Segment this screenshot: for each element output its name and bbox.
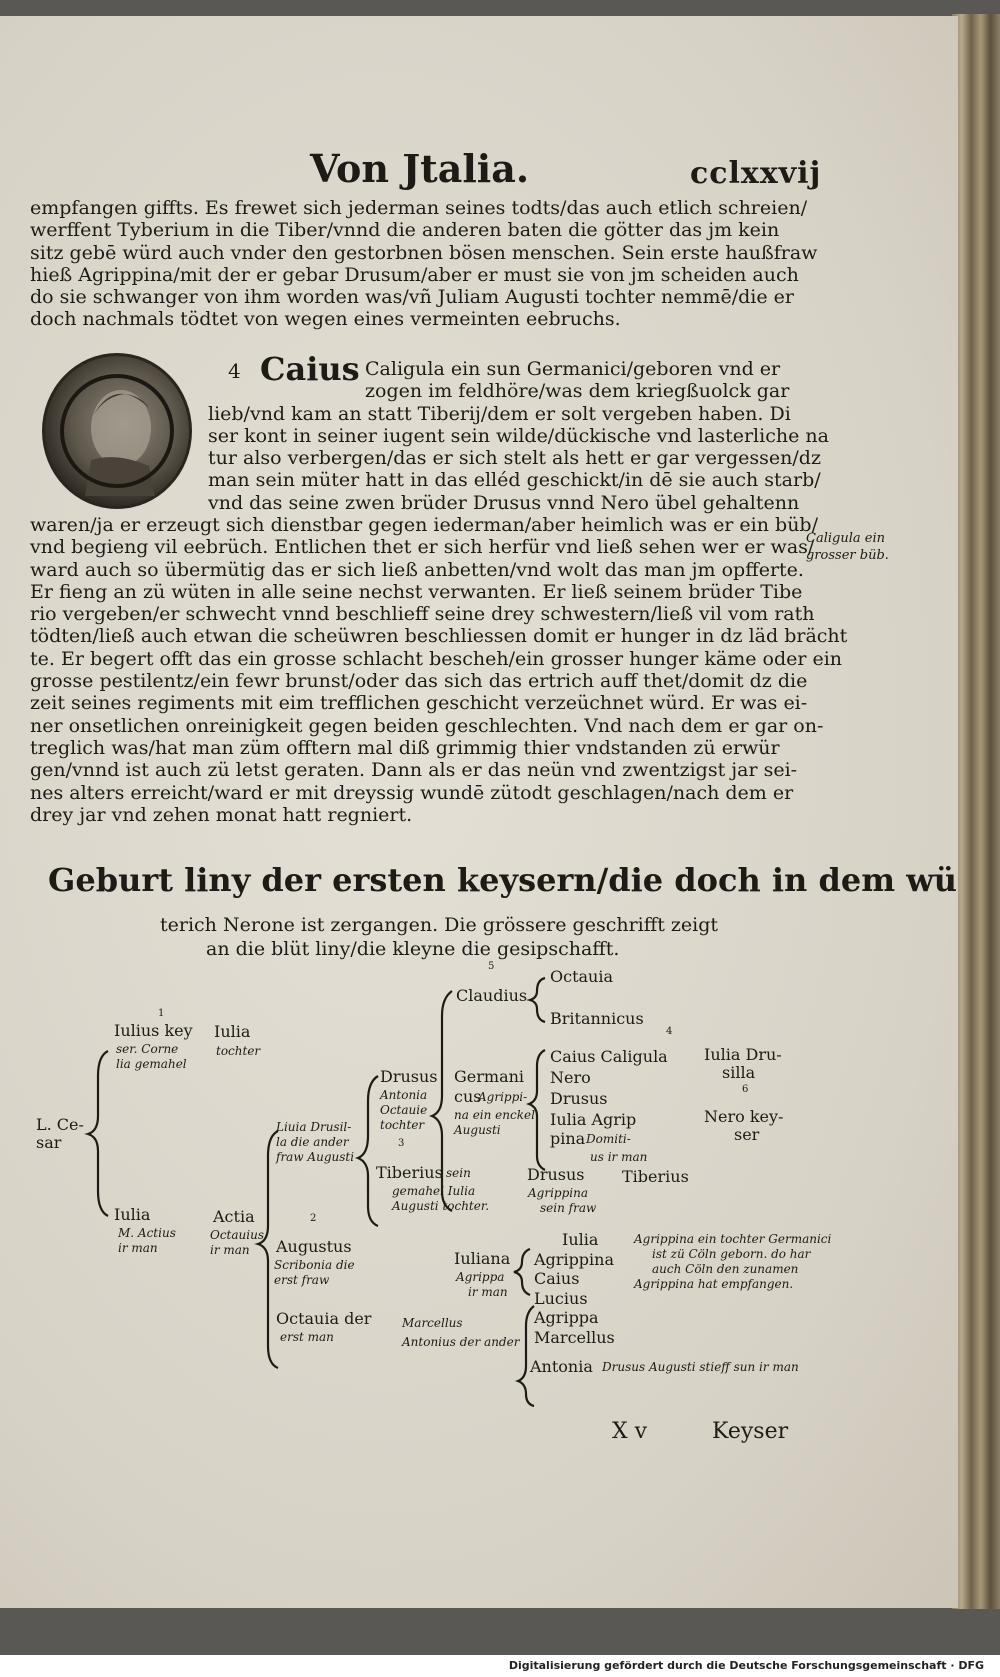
text-line: grosse pestilentz/ein fewr brunst/oder das sich das ertrich auff thet/domit dz die <box>30 670 808 693</box>
node-note: la die ander <box>276 1135 349 1149</box>
genealogy-title: Geburt liny der ersten keysern/die doch in dem wü <box>48 861 957 899</box>
text-line: Caligula ein sun Germanici/geboren vnd er <box>365 358 781 380</box>
text-line: tur also verbergen/das er sich stelt als hett er gar vergessen/dz <box>208 447 821 470</box>
agrippina-note <box>634 1232 831 1292</box>
node-iulia-spouse <box>118 1226 176 1256</box>
node-germanicus-spouse <box>478 1090 527 1105</box>
text-line: tödten/ließ auch etwan die scheüwren beschliessen domit er hunger in dz läd brächt <box>30 625 848 648</box>
node-text: ser <box>734 1125 760 1144</box>
node-note: lia gemahel <box>116 1057 187 1071</box>
genealogy-subtitle: terich Nerone ist zergangen. Die grössere geschrifft zeigt <box>160 914 719 936</box>
text-line: hieß Agrippina/mit der er gebar Drusum/aber er must sie von jm scheiden auch <box>30 263 799 286</box>
node-lcesar <box>36 1116 84 1152</box>
node-note: Octauius <box>210 1228 264 1242</box>
node-note: ist zü Cöln geborn. do har <box>652 1247 811 1261</box>
node-drusus-2-spouse <box>528 1186 596 1216</box>
digitization-footer: Digitalisierung gefördert durch die Deutsche Forschungsgemeinschaft · DFG <box>0 1655 1000 1677</box>
node-note: fraw Augusti <box>276 1150 355 1164</box>
node-octauia: Octauia <box>550 967 614 986</box>
node-note: M. Actius <box>118 1226 176 1240</box>
node-tiberius-spouse <box>446 1166 471 1181</box>
node-iulius: Iulius key <box>114 1021 193 1040</box>
node-note: Marcellus <box>402 1316 463 1330</box>
text-line: lieb/vnd kam an statt Tiberij/dem er solt vergeben haben. Di <box>208 402 791 425</box>
node-augustus: Augustus <box>276 1237 352 1256</box>
node-note: Agrippa <box>456 1270 505 1284</box>
text-line: zogen im feldhöre/was dem kriegßuolck gar <box>365 380 790 403</box>
node-pina-spouse <box>586 1132 631 1147</box>
bracket <box>88 1051 108 1216</box>
node-germanicus <box>454 1068 524 1086</box>
node-text: sar <box>36 1133 62 1152</box>
text-line: vnd das seine zwen brüder Drusus vnnd Nero übel gehaltenn <box>208 491 800 514</box>
node-actia: Actia <box>213 1207 255 1226</box>
folio-number: cclxxvij <box>690 156 822 191</box>
node-note: Agrippina hat empfangen. <box>634 1277 794 1291</box>
genealogy-subtitle: an die blüt liny/die kleyne die gesipschafft. <box>206 938 620 960</box>
generation-number: 1 <box>158 1008 165 1019</box>
node-note: gemahel Iulia <box>392 1184 476 1198</box>
node-text: Iulia Dru- <box>704 1045 782 1064</box>
text-line: treglich was/hat man züm offtern mal diß grimmig thier vndstanden zü erwür <box>30 736 780 759</box>
node-iulia-tochter-note: tochter <box>216 1044 261 1058</box>
node-iulius-spouse <box>116 1042 187 1072</box>
generation-number: 5 <box>488 961 495 972</box>
node-note: auch Cöln den zunamen <box>652 1262 799 1276</box>
node-note: ir man <box>118 1241 158 1255</box>
text-line: gen/vnnd ist auch zü letst geraten. Dann als er das neün vnd zwentzigst jar sei- <box>30 759 798 782</box>
text-line: doch nachmals tödtet von wegen eines vermeinten eebruchs. <box>30 308 621 331</box>
node-text: Iulia Agrip <box>550 1110 637 1129</box>
text-line: drey jar vnd zehen monat hatt regniert. <box>30 803 413 826</box>
node-iulia: Iulia <box>114 1205 151 1224</box>
node-note: Agrippina <box>528 1186 589 1200</box>
node-text: Agrippina <box>534 1249 615 1269</box>
generation-number: 2 <box>310 1213 317 1224</box>
node-note: Agrippina ein tochter Germanici <box>634 1232 832 1246</box>
node-note: na ein enckel <box>454 1108 535 1122</box>
node-antonia: Antonia <box>530 1357 593 1376</box>
bracket <box>530 978 545 1022</box>
node-note: sein <box>446 1166 471 1180</box>
node-augustus-spouse <box>274 1258 355 1288</box>
text-line: sitz gebē würd auch vnder den gestorbnen bösen menschen. Sein erste haußfraw <box>30 241 818 264</box>
signature-mark: X v <box>612 1419 648 1444</box>
text-line: Er fieng an zü wüten in alle seine nechst verwanten. Er ließ seinem brüder Tibe <box>30 580 803 603</box>
node-germanicus-spouse <box>454 1108 535 1138</box>
book-page-edges <box>952 14 1000 1609</box>
node-text: Nero <box>550 1068 591 1087</box>
node-britannicus: Britannicus <box>550 1009 644 1028</box>
node-iulia-tochter: Iulia <box>214 1022 251 1041</box>
text-line: werffent Tyberium in die Tiber/vnnd die anderen baten die götter das jm kein <box>30 219 780 242</box>
node-text: Caius <box>534 1269 580 1288</box>
node-note: tochter <box>380 1118 425 1132</box>
node-octauia: Octauia der <box>276 1309 372 1328</box>
node-antonia-spouse: Drusus Augusti stieff sun ir man <box>602 1360 799 1374</box>
node-iuliana-spouse <box>456 1270 508 1300</box>
node-note: ir man <box>210 1243 250 1257</box>
node-text: Iulia <box>562 1230 599 1249</box>
catchword: Keyser <box>712 1419 789 1444</box>
node-text: cus <box>454 1087 482 1106</box>
node-note: Scribonia die <box>274 1258 355 1272</box>
generation-number: 4 <box>666 1026 673 1037</box>
text-line: ser kont in seiner iugent sein wilde/dückische vnd lasterliche na <box>208 424 829 447</box>
node-tiberius-2: Tiberius <box>622 1167 689 1186</box>
node-note: Augusti <box>454 1123 501 1137</box>
node-liuia <box>276 1120 354 1165</box>
bracket <box>518 1306 534 1406</box>
text-line: waren/ja er erzeugt sich dienstbar gegen iederman/aber heimlich was er ein büb/ <box>30 514 818 536</box>
node-note: erst fraw <box>274 1273 330 1287</box>
text-line: rio vergeben/er schwecht vnnd beschlieff seine drey schwestern/ließ vil vom rath <box>30 603 815 626</box>
node-note: Agrippi- <box>478 1090 528 1104</box>
text-line: nes alters erreicht/ward er mit dreyssig wundē zütodt geschlagen/nach dem er <box>30 781 794 804</box>
text-line: do sie schwanger von ihm worden was/vñ Juliam Augusti tochter nemmē/die er <box>30 286 794 309</box>
node-note: us ir man <box>590 1150 648 1164</box>
node-note: Domiti- <box>586 1132 631 1146</box>
node-text: silla <box>722 1063 756 1082</box>
text-line: man sein müter hatt in das elléd geschickt/in dē sie auch starb/ <box>208 469 821 492</box>
bracket <box>514 1249 530 1295</box>
text-line: te. Er begert offt das ein grosse schlacht bescheh/ein grosser hunger käme oder ein <box>30 647 843 670</box>
node-text: Marcellus <box>534 1327 615 1347</box>
node-text: L. Ce- <box>36 1115 84 1134</box>
node-drusus-spouse <box>380 1088 427 1133</box>
node-note: Liuia Drusil- <box>276 1120 352 1134</box>
margin-note-line: grosser büb. <box>806 548 889 563</box>
node-tiberius-spouse <box>392 1184 489 1214</box>
node-text: Germani <box>454 1067 525 1086</box>
node-note: Augusti tochter. <box>392 1199 490 1213</box>
node-text: Caius Caligula <box>550 1047 668 1066</box>
running-header-title: Von Jtalia. <box>310 146 530 191</box>
germanicus-children <box>550 1046 668 1130</box>
generation-number: 3 <box>398 1138 405 1149</box>
text-line: ward auch so übermütig das er sich ließ anbetten/vnd wolt das man jm opfferte. <box>30 558 804 581</box>
text-line: empfangen giffts. Es frewet sich jederman seines todts/das auch etlich schreien/ <box>30 197 808 219</box>
section-number: 4 <box>228 359 241 383</box>
node-nero-keyser <box>704 1108 783 1144</box>
iuliana-children <box>534 1230 615 1347</box>
text-line: ner onsetlichen onreinigkeit gegen beiden geschlechten. Vnd nach dem er gar on- <box>30 714 824 737</box>
generation-number: 6 <box>742 1084 749 1095</box>
node-pina: pina <box>550 1129 586 1148</box>
node-note: Antonia <box>380 1088 428 1102</box>
section-heading: Caius <box>260 350 360 388</box>
node-text: Nero key- <box>704 1107 784 1126</box>
bracket <box>358 1076 378 1226</box>
node-actia-spouse <box>210 1228 264 1258</box>
node-octauia-note: erst man <box>280 1330 334 1344</box>
text-line: zeit seines regiments mit eim trefflichen geschicht verzeüchnet würd. Er was ei- <box>30 692 808 715</box>
node-iuliana: Iuliana <box>454 1249 511 1268</box>
node-pina-spouse <box>590 1150 647 1165</box>
node-tiberius: Tiberius <box>376 1163 443 1182</box>
node-note: Octauie <box>380 1103 428 1117</box>
node-text: Lucius <box>534 1288 588 1308</box>
text-line: vnd begieng vil eebrüch. Entlichen thet er sich herfür vnd ließ sehen wer er was/ <box>30 536 815 559</box>
node-claudius: Claudius <box>456 986 528 1005</box>
node-note: ir man <box>468 1285 508 1299</box>
node-drusus: Drusus <box>380 1067 438 1086</box>
node-drusus-2: Drusus <box>527 1165 585 1184</box>
node-note: ser. Corne <box>116 1042 179 1056</box>
node-note: Antonius der ander <box>402 1335 520 1349</box>
node-iulia-drusilla <box>704 1046 782 1082</box>
node-text: Drusus <box>550 1089 608 1108</box>
book-page <box>0 16 958 1608</box>
node-text: Agrippa <box>534 1308 599 1327</box>
node-note: sein fraw <box>540 1201 597 1215</box>
margin-note-line: Caligula ein <box>806 531 885 546</box>
marcellus-note <box>402 1314 519 1352</box>
